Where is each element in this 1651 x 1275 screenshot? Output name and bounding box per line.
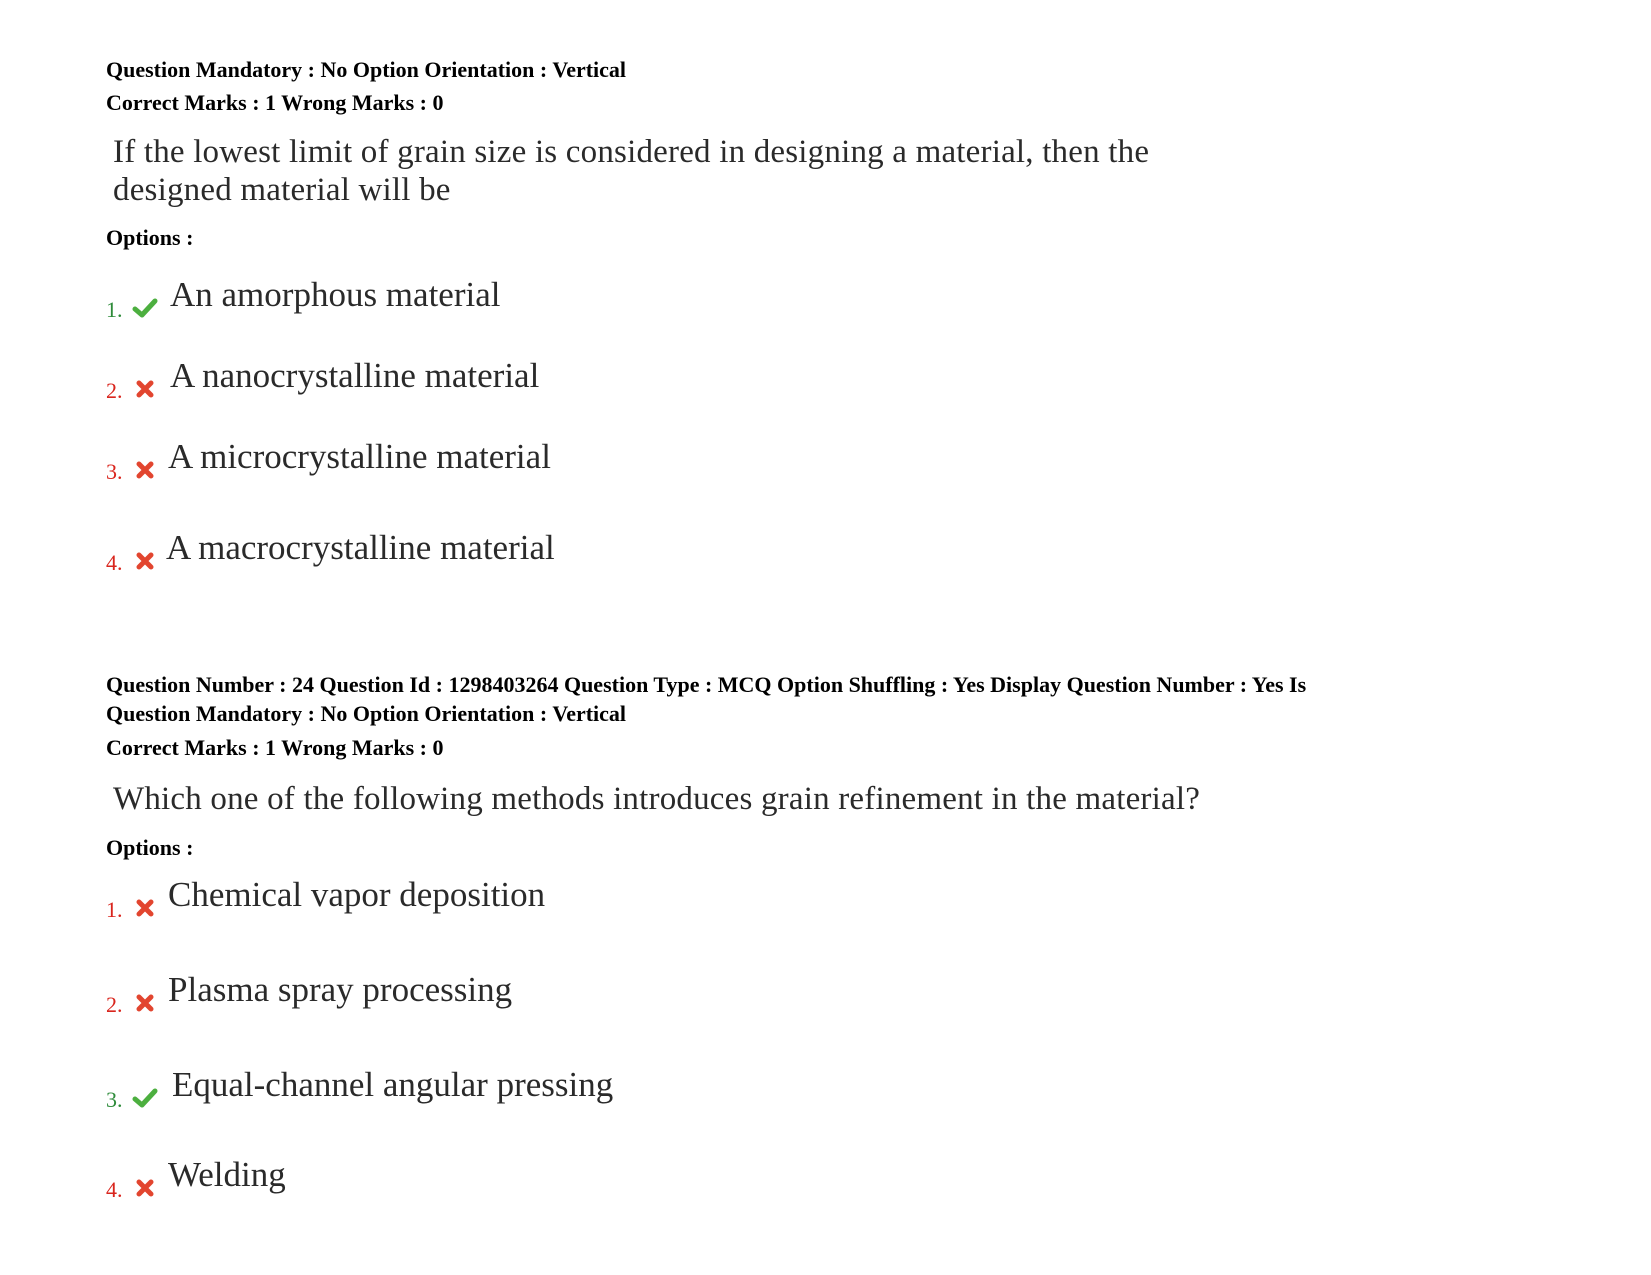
- option-item: [106, 275, 1006, 325]
- option-number: 2.: [106, 992, 123, 1017]
- cross-icon: [132, 990, 158, 1016]
- option-number: 3.: [106, 1087, 123, 1112]
- option-number: 4.: [106, 550, 123, 575]
- option-text: Equal-channel angular pressing: [172, 1065, 614, 1104]
- question-meta-header: Question Number : 24 Question Id : 1298403264 Question Type : MCQ Option Shuffling : Yes Display Question Number : Yes Is: [106, 672, 1307, 697]
- cross-icon: [132, 548, 158, 574]
- question-text-line-2: designed material will be: [113, 172, 451, 208]
- option-number: 3.: [106, 459, 123, 484]
- option-text: Plasma spray processing: [168, 970, 513, 1009]
- cross-icon: [132, 895, 158, 921]
- option-text: A nanocrystalline material: [170, 356, 540, 395]
- option-text: An amorphous material: [170, 275, 501, 314]
- options-label: Options :: [106, 225, 194, 250]
- option-item: [106, 1065, 1006, 1115]
- check-icon: [132, 295, 158, 321]
- option-item: [106, 437, 1006, 487]
- option-text: Chemical vapor deposition: [168, 875, 546, 914]
- option-text: Welding: [168, 1155, 286, 1194]
- question-text: Which one of the following methods introduces grain refinement in the material?: [113, 781, 1201, 817]
- cross-icon: [132, 457, 158, 483]
- question-text-line-1: If the lowest limit of grain size is considered in designing a material, then the: [113, 134, 1150, 170]
- question-meta-mandatory: Question Mandatory : No Option Orientation : Vertical: [106, 57, 627, 82]
- question-meta-marks: Correct Marks : 1 Wrong Marks : 0: [106, 735, 444, 760]
- option-text: A macrocrystalline material: [166, 528, 555, 567]
- option-number: 1.: [106, 897, 123, 922]
- check-icon: [132, 1085, 158, 1111]
- option-item: [106, 875, 1006, 925]
- option-number: 1.: [106, 297, 123, 322]
- cross-icon: [132, 1175, 158, 1201]
- options-label: Options :: [106, 835, 194, 860]
- question-meta-marks: Correct Marks : 1 Wrong Marks : 0: [106, 90, 444, 115]
- option-item: [106, 1155, 1006, 1205]
- option-item: [106, 970, 1006, 1020]
- option-number: 4.: [106, 1177, 123, 1202]
- question-meta-mandatory: Question Mandatory : No Option Orientation : Vertical: [106, 701, 627, 726]
- cross-icon: [132, 376, 158, 402]
- option-item: [106, 356, 1006, 406]
- option-text: A microcrystalline material: [168, 437, 551, 476]
- option-item: [106, 528, 1006, 578]
- option-number: 2.: [106, 378, 123, 403]
